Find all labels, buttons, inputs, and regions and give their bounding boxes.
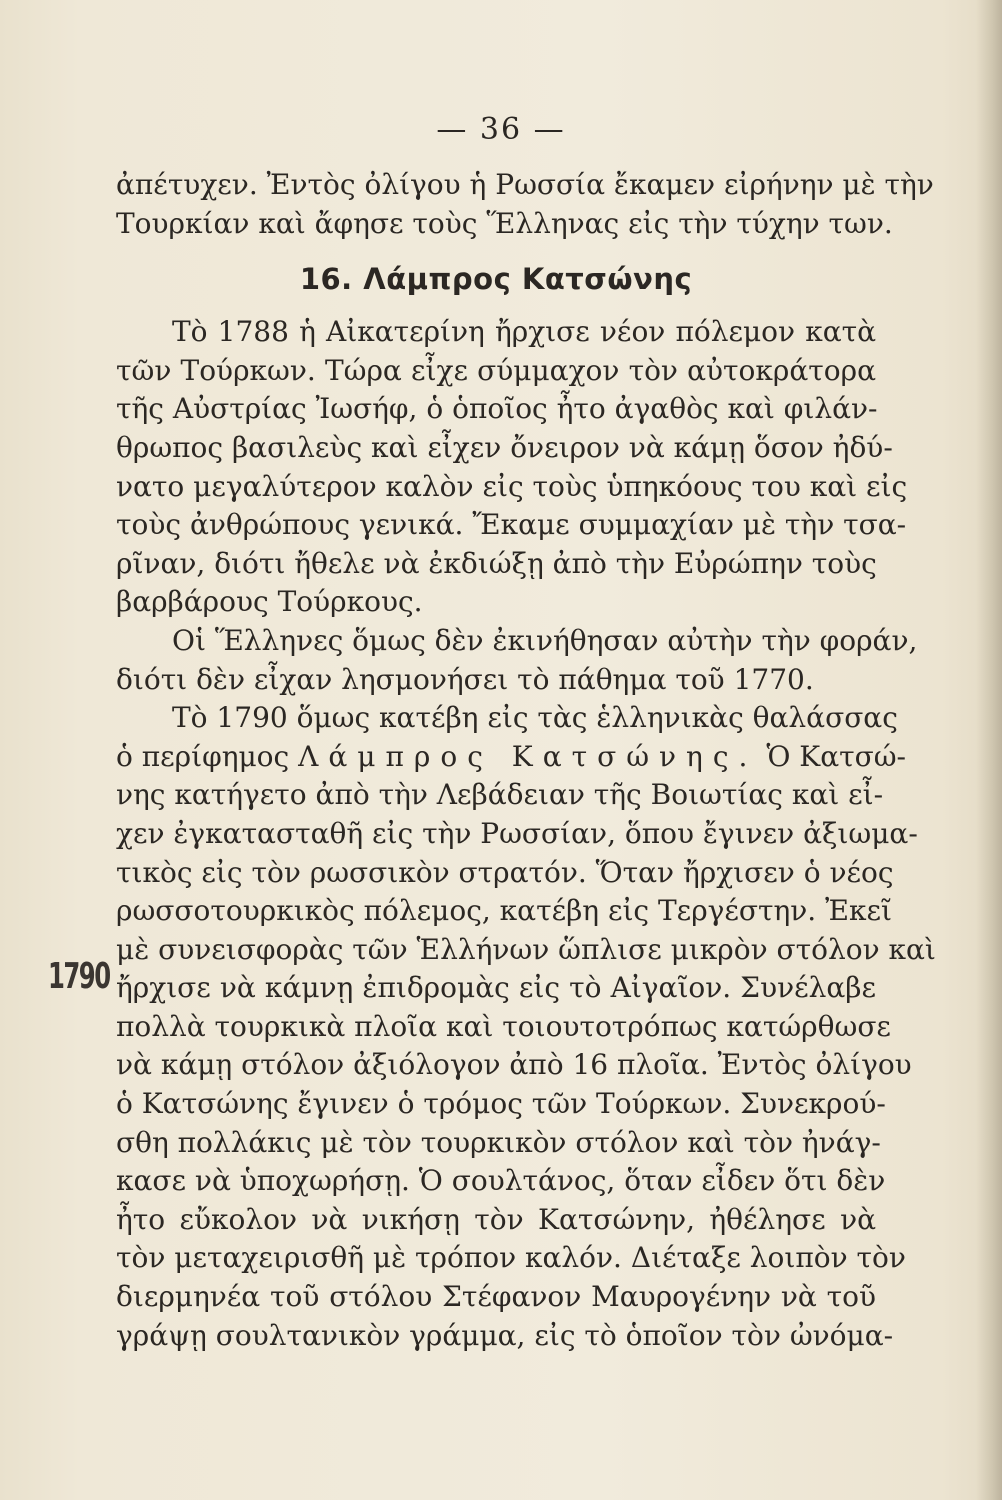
- section-heading: 16. Λάμπρος Κατσώνης: [299, 262, 693, 297]
- paragraph-line: τῆς Αὐστρίας Ἰωσήφ, ὁ ὁποῖος ἦτο ἀγαθὸς καὶ φιλάν-: [116, 392, 878, 426]
- paragraph-line: βαρβάρους Τούρκους.: [116, 585, 423, 619]
- margin-year-note: 1790: [48, 956, 110, 997]
- paragraph-line: διότι δὲν εἶχαν λησμονήσει τὸ πάθημα τοῦ 1770.: [116, 662, 814, 696]
- text-fragment: ὁ περίφημος: [116, 739, 290, 773]
- paragraph-line: νὰ κάμῃ στόλον ἀξιόλογον ἀπὸ 16 πλοῖα. Ἐντὸς ὀλίγου: [116, 1048, 912, 1082]
- paragraph-line: ρῖναν, διότι ἤθελε νὰ ἐκδιώξῃ ἀπὸ τὴν Εὐρώπην τοὺς: [116, 546, 877, 580]
- page-edge-shadow: [976, 0, 1002, 1500]
- paragraph-line: ὁ Κατσώνης ἔγινεν ὁ τρόμος τῶν Τούρκων. Συνεκρού-: [116, 1087, 886, 1121]
- page-number: — 36 —: [436, 112, 566, 147]
- paragraph-line: νης κατήγετο ἀπὸ τὴν Λεβάδειαν τῆς Βοιωτίας καὶ εἶ-: [116, 778, 884, 812]
- paragraph-line: χεν ἐγκατασταθῆ εἰς τὴν Ρωσσίαν, ὅπου ἔγινεν ἀξιωμα-: [116, 816, 918, 850]
- paragraph-line: τικὸς εἰς τὸν ρωσσικὸν στρατόν. Ὅταν ἤρχισεν ὁ νέος: [116, 855, 894, 889]
- paragraph-line: μὲ συνεισφορὰς τῶν Ἑλλήνων ὥπλισε μικρὸν στόλον καὶ: [116, 932, 936, 966]
- paragraph-line: Τὸ 1788 ἡ Αἰκατερίνη ἤρχισε νέον πόλεμον κατὰ: [172, 315, 876, 349]
- paragraph-line: τῶν Τούρκων. Τώρα εἶχε σύμμαχον τὸν αὐτοκράτορα: [116, 353, 876, 387]
- paragraph-line: Τὸ 1790 ὅμως κατέβη εἰς τὰς ἑλληνικὰς θαλάσσας: [172, 701, 898, 735]
- spaced-name: Λάμπρος Κατσώνης.: [298, 739, 758, 773]
- paragraph-line: σθη πολλάκις μὲ τὸν τουρκικὸν στόλον καὶ τὸν ἠνάγ-: [116, 1125, 881, 1159]
- paragraph-line: ρωσσοτουρκικὸς πόλεμος, κατέβη εἰς Τεργέστην. Ἐκεῖ: [116, 894, 892, 928]
- paragraph-line: διερμηνέα τοῦ στόλου Στέφανον Μαυρογένην νὰ τοῦ: [116, 1280, 876, 1314]
- paragraph-line: ἦτο εὔκολον νὰ νικήσῃ τὸν Κατσώνην, ἠθέλησε νὰ: [116, 1202, 876, 1236]
- paragraph-line: ἤρχισε νὰ κάμνῃ ἐπιδρομὰς εἰς τὸ Αἰγαῖον. Συνέλαβε: [116, 971, 876, 1005]
- paragraph-line: νατο μεγαλύτερον καλὸν εἰς τοὺς ὑπηκόους του καὶ εἰς: [116, 469, 908, 503]
- intro-line: Τουρκίαν καὶ ἄφησε τοὺς Ἕλληνας εἰς τὴν τύχην των.: [116, 206, 893, 240]
- paragraph-line: τοὺς ἀνθρώπους γενικά. Ἔκαμε συμμαχίαν μὲ τὴν τσα-: [116, 508, 907, 542]
- paragraph-line: [116, 738, 907, 777]
- paragraph-line: θρωπος βασιλεὺς καὶ εἶχεν ὄνειρον νὰ κάμῃ ὅσον ἠδύ-: [116, 430, 893, 464]
- text-fragment: Ὁ Κατσώ-: [766, 739, 907, 773]
- paragraph-line: κασε νὰ ὑποχωρήσῃ. Ὁ σουλτάνος, ὅταν εἶδεν ὅτι δὲν: [116, 1164, 886, 1198]
- intro-line: ἀπέτυχεν. Ἐντὸς ὀλίγου ἡ Ρωσσία ἔκαμεν εἰρήνην μὲ τὴν: [116, 168, 934, 201]
- paragraph-line: πολλὰ τουρκικὰ πλοῖα καὶ τοιουτοτρόπως κατώρθωσε: [116, 1009, 891, 1043]
- body-text: [116, 166, 936, 1355]
- paragraph-line: τὸν μεταχειρισθῆ μὲ τρόπον καλόν. Διέταξε λοιπὸν τὸν: [116, 1241, 906, 1275]
- paragraph-line: γράψῃ σουλτανικὸν γράμμα, εἰς τὸ ὁποῖον τὸν ὠνόμα-: [116, 1318, 894, 1352]
- paragraph-line: Οἱ Ἕλληνες ὅμως δὲν ἐκινήθησαν αὐτὴν τὴν φοράν,: [172, 623, 918, 657]
